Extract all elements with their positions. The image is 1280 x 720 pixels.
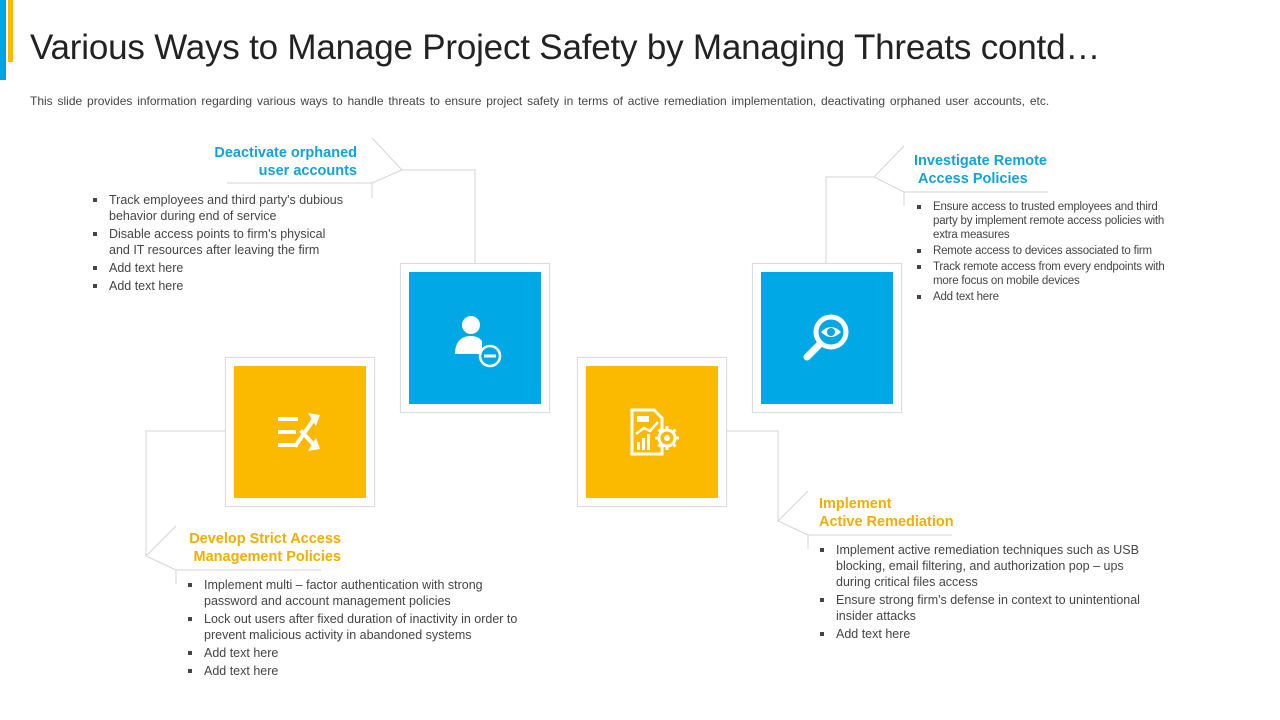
list-item: Add text here [818,626,1198,642]
list-item: Disable access points to firm's physical and IT resources after leaving the firm [91,226,381,258]
list-item: Add text here [91,278,381,294]
develop-tile [234,366,366,498]
deactivate-tile [409,272,541,404]
deactivate-heading: Deactivate orphaned user accounts [214,145,357,179]
list-item: Add text here [91,260,381,276]
list-item: Remote access to devices associated to firm [915,244,1215,258]
develop-bullets [186,577,566,681]
deactivate-bullets [91,192,381,296]
slide-title: Various Ways to Manage Project Safety by Managing Threats contd… [30,28,1101,67]
develop-heading: Develop Strict Access Management Policies [189,531,341,565]
list-item: Ensure access to trusted employees and third party by implement remote access policies with extra measures [915,200,1215,242]
list-item: Track employees and third party's dubious behavior during end of service [91,192,381,224]
report-gear-icon [622,402,682,462]
list-item: Lock out users after fixed duration of inactivity in order to prevent malicious activity in abandoned systems [186,611,566,643]
list-item: Add text here [186,645,566,661]
list-item: Implement active remediation techniques such as USB blocking, email filtering, and authorization pop – ups during critical files access [818,542,1198,590]
remove-user-icon [445,308,505,368]
develop-tile-frame [225,357,375,507]
remediation-bullets [818,542,1198,644]
investigate-tile-frame [752,263,902,413]
magnifier-eye-icon [797,308,857,368]
investigate-bullets [915,200,1215,306]
shuffle-icon [270,402,330,462]
remediation-tile-frame [577,357,727,507]
list-item: Ensure strong firm's defense in context to unintentional insider attacks [818,592,1198,624]
remediation-tile [586,366,718,498]
deactivate-tile-frame [400,263,550,413]
list-item: Implement multi – factor authentication with strong password and account management policies [186,577,566,609]
list-item: Add text here [186,663,566,679]
investigate-tile [761,272,893,404]
investigate-heading: Investigate Remote Access Policies [914,153,1047,187]
slide-subtitle: This slide provides information regarding various ways to handle threats to ensure project safety in terms of active remediation implementation, deactivating orphaned user accounts, etc. [30,94,1050,108]
list-item: Add text here [915,290,1215,304]
list-item: Track remote access from every endpoints with more focus on mobile devices [915,260,1215,288]
remediation-heading: Implement Active Remediation [819,496,954,530]
